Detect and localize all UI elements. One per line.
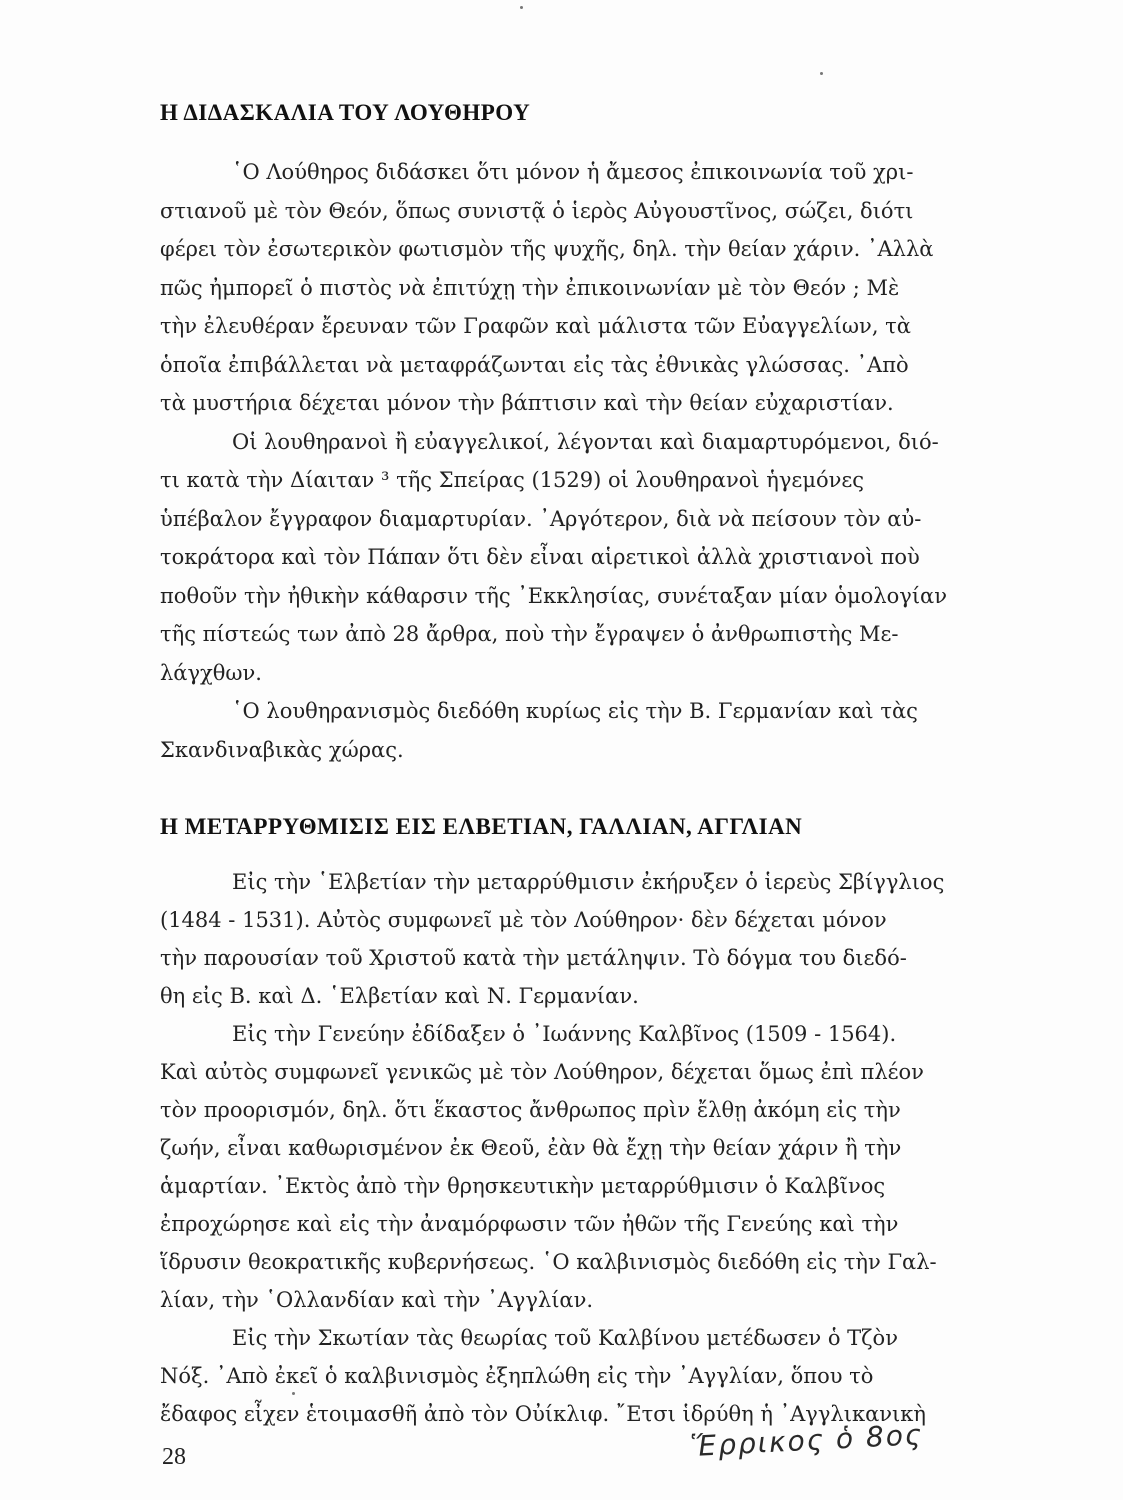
- handwritten-note: Ἕρρικος ὁ 8ος: [689, 1417, 925, 1463]
- text-line: τὴν παρουσίαν τοῦ Χριστοῦ κατὰ τὴν μετάληψιν. Τὸ δόγμα του διεδό-: [160, 945, 907, 970]
- text-line: ἁμαρτίαν. ᾿Εκτὸς ἀπὸ τὴν θρησκευτικὴν μεταρρύθμισιν ὁ Καλβῖνος: [160, 1173, 886, 1198]
- text-line: Οἱ λουθηρανοὶ ἢ εὐαγγελικοί, λέγονται καὶ διαμαρτυρόμενοι, διό-: [232, 429, 939, 454]
- text-line: ῾Ο Λούθηρος διδάσκει ὅτι μόνον ἡ ἄμεσος ἐπικοινωνία τοῦ χρι-: [232, 160, 914, 184]
- text-line: τοκράτορα καὶ τὸν Πάπαν ὅτι δὲν εἶναι αἱρετικοὶ ἀλλὰ χριστιανοὶ ποὺ: [160, 545, 920, 569]
- text-line: τὸν προορισμόν, δηλ. ὅτι ἕκαστος ἄνθρωπος πρὶν ἔλθῃ ἀκόμη εἰς τὴν: [160, 1097, 901, 1122]
- text-line: ζωήν, εἶναι καθωρισμένον ἐκ Θεοῦ, ἐὰν θὰ ἔχῃ τὴν θείαν χάριν ἢ τὴν: [160, 1135, 902, 1160]
- paper-speck: [520, 6, 523, 9]
- text-line: ὁποῖα ἐπιβάλλεται νὰ μεταφράζωνται εἰς τὰς ἐθνικὰς γλώσσας. ᾿Απὸ: [160, 352, 909, 377]
- text-line: λάγχθων.: [160, 660, 262, 685]
- text-line: πῶς ἠμπορεῖ ὁ πιστὸς νὰ ἐπιτύχῃ τὴν ἐπικοινωνίαν μὲ τὸν Θεόν ; Μὲ: [160, 275, 900, 300]
- text-line: τὰ μυστήρια δέχεται μόνον τὴν βάπτισιν καὶ τὴν θείαν εὐχαριστίαν.: [160, 391, 894, 415]
- text-line: φέρει τὸν ἐσωτερικὸν φωτισμὸν τῆς ψυχῆς, δηλ. τὴν θείαν χάριν. ᾿Αλλὰ: [160, 237, 934, 261]
- text-line: ῾Ο λουθηρανισμὸς διεδόθη κυρίως εἰς τὴν Β. Γερμανίαν καὶ τὰς: [232, 699, 918, 723]
- text-line: Εἰς τὴν Γενεύην ἐδίδαξεν ὁ ᾿Ιωάννης Καλβῖνος (1509 - 1564).: [232, 1021, 897, 1046]
- text-line: θη εἰς Β. καὶ Δ. ῾Ελβετίαν καὶ Ν. Γερμανίαν.: [160, 983, 639, 1008]
- text-line: Καὶ αὐτὸς συμφωνεῖ γενικῶς μὲ τὸν Λούθηρον, δέχεται ὅμως ἐπὶ πλέον: [160, 1059, 924, 1084]
- text-line: ποθοῦν τὴν ἠθικὴν κάθαρσιν τῆς ᾿Εκκλησίας, συνέταξαν μίαν ὁμολογίαν: [160, 583, 947, 608]
- text-line: τι κατὰ τὴν Δίαιταν ³ τῆς Σπείρας (1529) οἱ λουθηρανοὶ ἡγεμόνες: [160, 468, 865, 492]
- text-line: τῆς πίστεώς των ἀπὸ 28 ἄρθρα, ποὺ τὴν ἔγραψεν ὁ ἀνθρωπιστὴς Με-: [160, 622, 899, 646]
- text-line: στιανοῦ μὲ τὸν Θεόν, ὅπως συνιστᾷ ὁ ἱερὸς Αὐγουστῖνος, σώζει, διότι: [160, 198, 914, 223]
- section-heading-reformation: Η ΜΕΤΑΡΡΥΘΜΙΣΙΣ ΕΙΣ ΕΛΒΕΤΙΑΝ, ΓΑΛΛΙΑΝ, ΑΓΓΛΙΑΝ: [160, 813, 803, 839]
- text-line: (1484 - 1531). Αὐτὸς συμφωνεῖ μὲ τὸν Λούθηρον· δὲν δέχεται μόνον: [160, 907, 887, 932]
- text-line: ἔδαφος εἶχεν ἑτοιμασθῆ ἀπὸ τὸν Οὐίκλιφ. ῎Ετσι ἱδρύθη ἡ ᾿Αγγλικανικὴ: [160, 1401, 926, 1426]
- text-line: ὑπέβαλον ἔγγραφον διαμαρτυρίαν. ᾿Αργότερον, διὰ νὰ πείσουν τὸν αὐ-: [160, 506, 922, 531]
- text-line: ἐπροχώρησε καὶ εἰς τὴν ἀναμόρφωσιν τῶν ἠθῶν τῆς Γενεύης καὶ τὴν: [160, 1211, 899, 1236]
- text-line: τὴν ἐλευθέραν ἔρευναν τῶν Γραφῶν καὶ μάλιστα τῶν Εὐαγγελίων, τὰ: [160, 314, 911, 338]
- section-heading-luther: Η ΔΙΔΑΣΚΑΛΙΑ ΤΟΥ ΛΟΥΘΗΡΟΥ: [160, 100, 531, 125]
- text-line: λίαν, τὴν ῾Ολλανδίαν καὶ τὴν ᾿Αγγλίαν.: [160, 1287, 594, 1312]
- text-line: Εἰς τὴν ῾Ελβετίαν τὴν μεταρρύθμισιν ἐκήρυξεν ὁ ἱερεὺς Σβίγγλιος: [232, 869, 945, 894]
- text-line: Εἰς τὴν Σκωτίαν τὰς θεωρίας τοῦ Καλβίνου μετέδωσεν ὁ Τζὸν: [232, 1325, 898, 1350]
- text-line: Σκανδιναβικὰς χώρας.: [160, 737, 404, 762]
- text-line: ἵδρυσιν θεοκρατικῆς κυβερνήσεως. ῾Ο καλβινισμὸς διεδόθη εἰς τὴν Γαλ-: [160, 1249, 937, 1274]
- page-number: 28: [162, 1443, 186, 1470]
- paper-speck: [292, 1392, 295, 1395]
- paper-speck: [820, 72, 823, 75]
- text-line: Νόξ. ᾿Απὸ ἐκεῖ ὁ καλβινισμὸς ἐξηπλώθη εἰς τὴν ᾿Αγγλίαν, ὅπου τὸ: [160, 1363, 874, 1388]
